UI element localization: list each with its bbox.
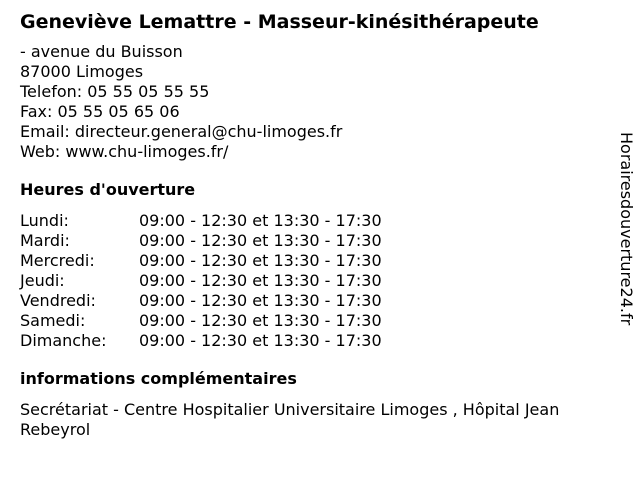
time-range: 09:00 - 12:30 et 13:30 - 17:30 bbox=[139, 271, 382, 290]
time-range: 09:00 - 12:30 et 13:30 - 17:30 bbox=[139, 251, 382, 270]
hours-row-vendredi bbox=[20, 291, 610, 311]
day-label: Mardi: bbox=[20, 231, 70, 250]
hours-heading: Heures d'ouverture bbox=[20, 180, 196, 199]
time-range: 09:00 - 12:30 et 13:30 - 17:30 bbox=[139, 231, 382, 250]
email-line: Email: directeur.general@chu-limoges.fr bbox=[20, 122, 343, 141]
day-label: Samedi: bbox=[20, 311, 86, 330]
time-range: 09:00 - 12:30 et 13:30 - 17:30 bbox=[139, 331, 382, 350]
hours-row-dimanche bbox=[20, 331, 610, 351]
address-street: - avenue du Buisson bbox=[20, 42, 183, 61]
day-label: Dimanche: bbox=[20, 331, 107, 350]
day-label: Jeudi: bbox=[20, 271, 65, 290]
site-watermark: Horairesdouverture24.fr bbox=[617, 132, 636, 326]
day-label: Mercredi: bbox=[20, 251, 95, 270]
hours-row-mercredi bbox=[20, 251, 610, 271]
hours-row-mardi bbox=[20, 231, 610, 251]
time-range: 09:00 - 12:30 et 13:30 - 17:30 bbox=[139, 291, 382, 310]
day-label: Vendredi: bbox=[20, 291, 96, 310]
phone-line: Telefon: 05 55 05 55 55 bbox=[20, 82, 210, 101]
hours-row-jeudi bbox=[20, 271, 610, 291]
day-label: Lundi: bbox=[20, 211, 69, 230]
contact-block bbox=[20, 42, 610, 162]
time-range: 09:00 - 12:30 et 13:30 - 17:30 bbox=[139, 311, 382, 330]
info-text: Secrétariat - Centre Hospitalier Universitaire Limoges , Hôpital Jean Rebeyrol bbox=[20, 400, 560, 439]
address-city: 87000 Limoges bbox=[20, 62, 144, 81]
fax-line: Fax: 05 55 05 65 06 bbox=[20, 102, 180, 121]
hours-row-samedi bbox=[20, 311, 610, 331]
hours-table bbox=[20, 211, 610, 351]
web-line: Web: www.chu-limoges.fr/ bbox=[20, 142, 229, 161]
business-page bbox=[20, 0, 610, 440]
page-title: Geneviève Lemattre - Masseur-kinésithérapeute bbox=[20, 11, 539, 33]
time-range: 09:00 - 12:30 et 13:30 - 17:30 bbox=[139, 211, 382, 230]
hours-row-lundi bbox=[20, 211, 610, 231]
info-heading: informations complémentaires bbox=[20, 369, 297, 388]
